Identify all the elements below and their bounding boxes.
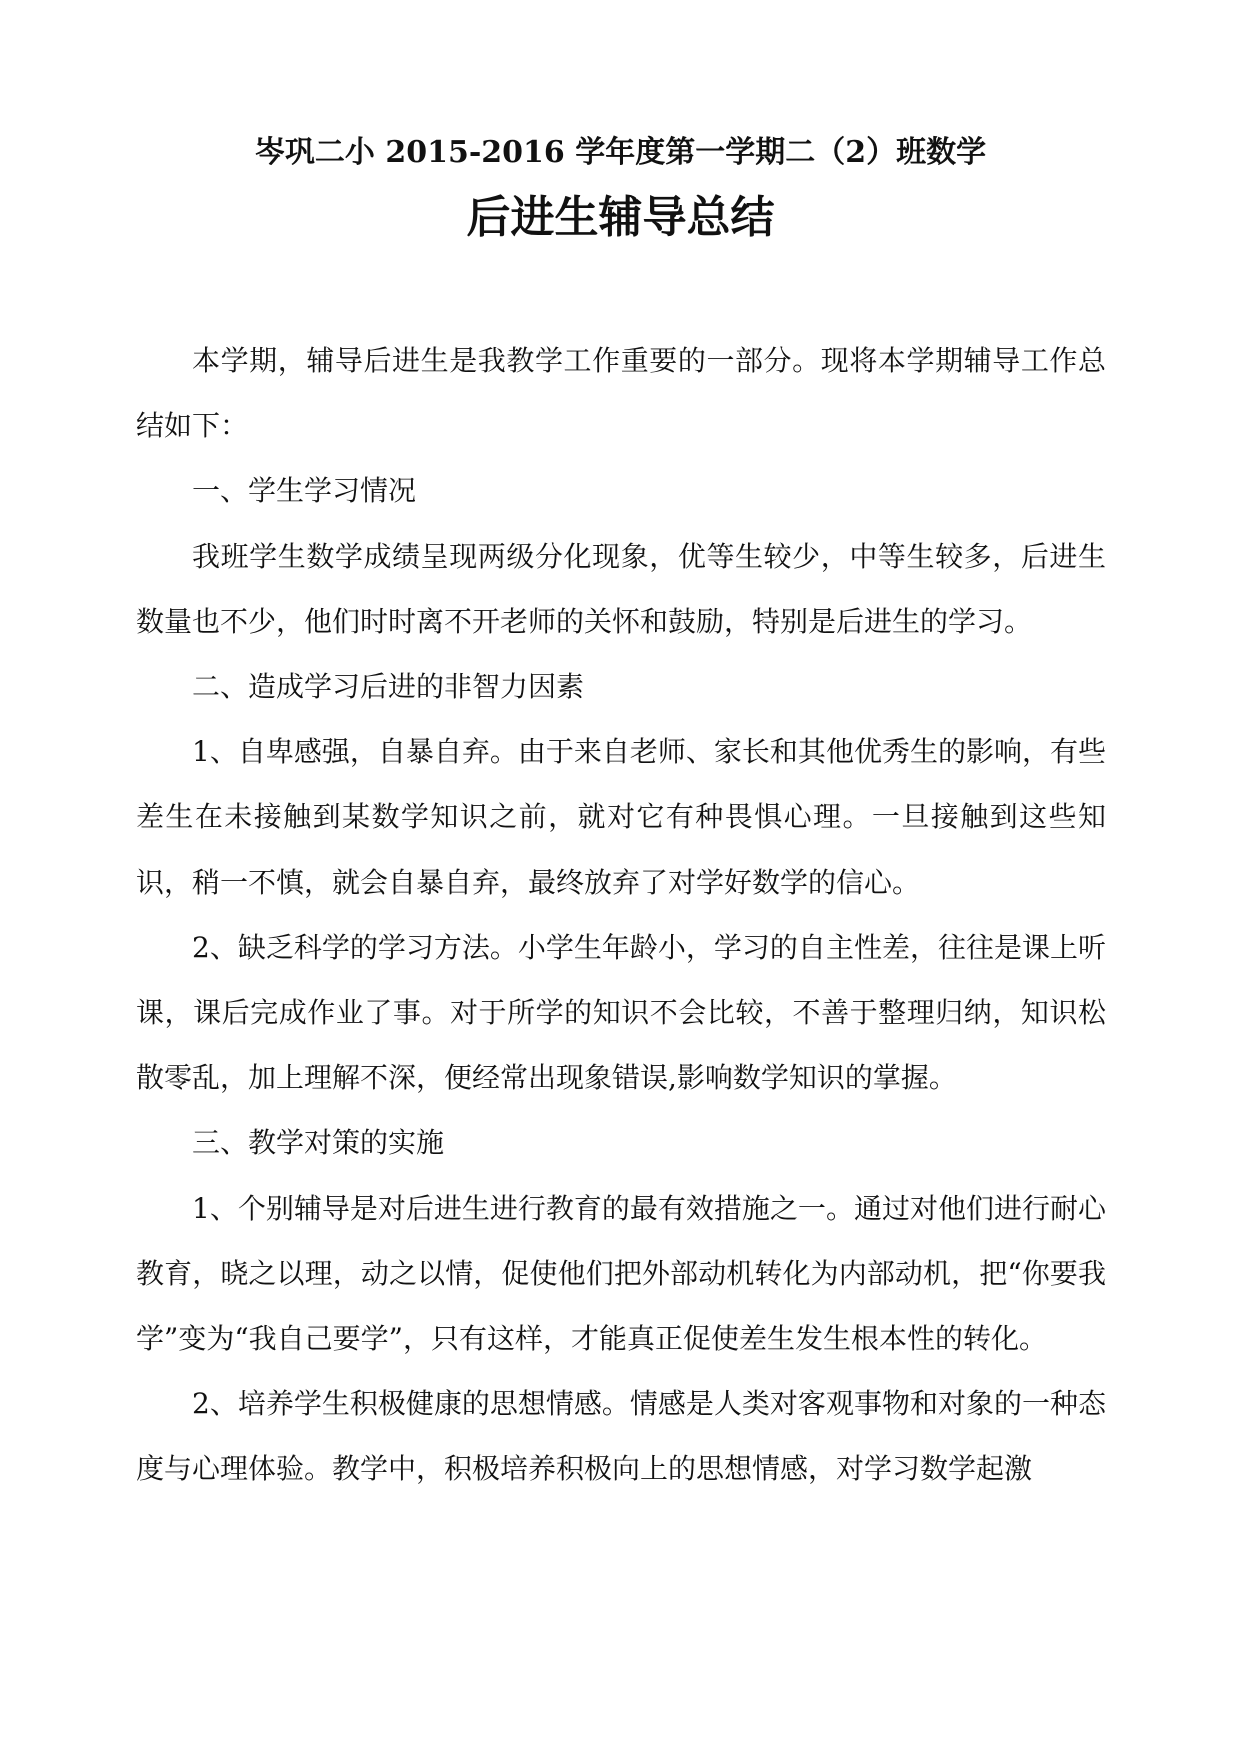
section-heading-2: 二、造成学习后进的非智力因素: [192, 670, 585, 704]
document-title-line-2: 后进生辅导总结: [466, 192, 775, 243]
intro-paragraph: 本学期，辅导后进生是我教学工作重要的一部分。现将本学期辅导工作总结如下：: [136, 344, 1106, 443]
body-paragraph: 2、缺乏科学的学习方法。小学生年龄小，学习的自主性差，往往是课上听课，课后完成作业了事。对于所学的知识不会比较，不善于整理归纳，知识松散零乱，加上理解不深，便经常出现象错误,影响数学知识的掌握。: [136, 930, 1106, 1095]
body-paragraph: 我班学生数学成绩呈现两级分化现象，优等生较少，中等生较多，后进生数量也不少，他们时时离不开老师的关怀和鼓励，特别是后进生的学习。: [136, 539, 1106, 638]
document-title-line-1: 岑巩二小 2015-2016 学年度第一学期二（2）班数学: [254, 135, 987, 170]
body-paragraph: 1、自卑感强，自暴自弃。由于来自老师、家长和其他优秀生的影响，有些差生在未接触到某数学知识之前，就对它有种畏惧心理。一旦接触到这些知识，稍一不慎，就会自暴自弃，最终放弃了对学好数学的信心。: [136, 735, 1106, 899]
body-paragraph: 2、培养学生积极健康的思想情感。情感是人类对客观事物和对象的一种态度与心理体验。教学中，积极培养积极向上的思想情感，对学习数学起激: [136, 1387, 1106, 1486]
section-heading-3: 三、教学对策的实施: [192, 1126, 445, 1160]
section-heading-1: 一、学生学习情况: [192, 474, 417, 508]
body-paragraph: 1、个别辅导是对后进生进行教育的最有效措施之一。通过对他们进行耐心教育，晓之以理，动之以情，促使他们把外部动机转化为内部动机，把“你要我学”变为“我自己要学”，只有这样，才能真正促使差生发生根本性的转化。: [136, 1191, 1106, 1356]
document-body: [136, 328, 1106, 1502]
